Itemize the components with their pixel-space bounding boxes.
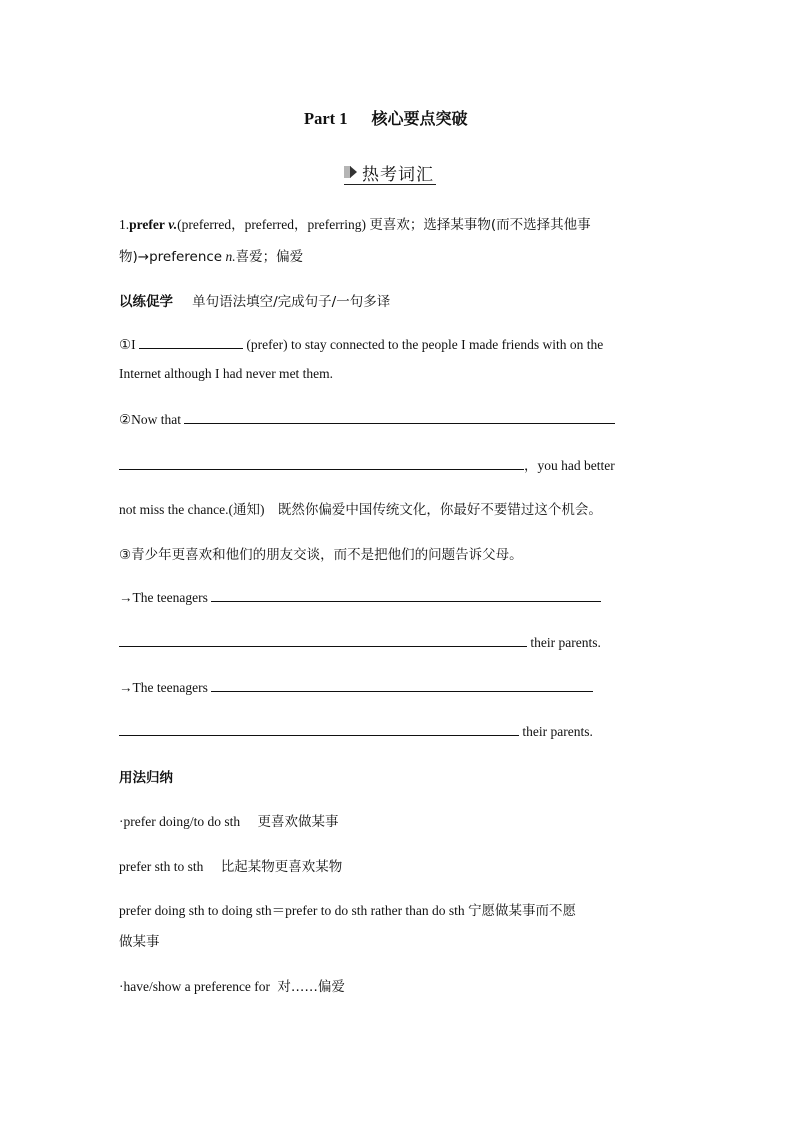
question-3-line-2 bbox=[119, 632, 601, 651]
part-title: 核心要点突破 bbox=[371, 109, 468, 128]
entry-pos: v. bbox=[168, 217, 178, 232]
usage-cn: 宁愿做某事而不愿 bbox=[468, 903, 577, 919]
question-2-line-3 bbox=[119, 498, 602, 518]
q1-start: ①I bbox=[119, 337, 136, 352]
q2-end: not miss the chance.(通知) bbox=[119, 502, 265, 517]
usage-cn: 比起某物更喜欢某物 bbox=[220, 859, 343, 875]
usage-item bbox=[119, 899, 576, 919]
q3-prompt: ③青少年更喜欢和他们的朋友交谈，而不是把他们的问题告诉父母。 bbox=[119, 547, 523, 563]
entry-line-1 bbox=[119, 213, 591, 233]
usage-cn: 更喜欢做某事 bbox=[257, 814, 339, 830]
section-arrow-icon bbox=[344, 165, 358, 179]
usage-cn: 对……偏爱 bbox=[277, 979, 345, 995]
practice-subtitle: 单句语法填空/完成句子/一句多译 bbox=[192, 294, 391, 310]
practice-title: 以练促学 bbox=[119, 294, 173, 310]
usage-cn-cont: 做某事 bbox=[119, 934, 160, 950]
q3-blank-4[interactable] bbox=[119, 721, 519, 736]
section-heading bbox=[344, 160, 436, 185]
question-3-line-4 bbox=[119, 721, 593, 740]
q3-blank-1[interactable] bbox=[211, 587, 601, 602]
q3-lead-2: →The teenagers bbox=[119, 680, 208, 695]
practice-heading bbox=[119, 290, 390, 310]
entry-meaning-cont: 物)→preference bbox=[119, 249, 223, 265]
usage-item-cont bbox=[119, 930, 160, 950]
usage-en: ·have/show a preference for bbox=[119, 979, 271, 994]
usage-item bbox=[119, 975, 345, 995]
entry-word: prefer bbox=[129, 217, 165, 232]
entry-forms: (preferred，preferred，preferring) bbox=[177, 217, 366, 232]
q2-start: ②Now that bbox=[119, 412, 181, 427]
question-2-line-2 bbox=[119, 454, 615, 474]
question-1-line-1 bbox=[119, 334, 603, 353]
entry-line-2 bbox=[119, 245, 303, 265]
question-3-prompt bbox=[119, 543, 523, 563]
q2-blank-1[interactable] bbox=[184, 409, 615, 424]
question-1-line-2 bbox=[119, 366, 333, 382]
usage-item bbox=[119, 855, 342, 875]
q2-translation: 既然你偏爱中国传统文化，你最好不要错过这个机会。 bbox=[277, 502, 602, 518]
q3-blank-2[interactable] bbox=[119, 632, 527, 647]
noun-meaning: 喜爱；偏爱 bbox=[235, 249, 304, 265]
q1-end: Internet although I had never met them. bbox=[119, 366, 334, 381]
q3-tail-1: their parents. bbox=[530, 635, 601, 650]
q2-mid: ，you had better bbox=[524, 458, 615, 473]
question-3-line-1 bbox=[119, 587, 601, 606]
section-title: 热考词汇 bbox=[362, 164, 434, 185]
usage-title: 用法归纳 bbox=[119, 770, 173, 786]
q3-blank-3[interactable] bbox=[211, 677, 593, 692]
usage-en: ·prefer doing/to do sth bbox=[119, 814, 241, 829]
q2-blank-2[interactable] bbox=[119, 455, 524, 470]
q3-lead-1: →The teenagers bbox=[119, 590, 208, 605]
part-label: Part 1 bbox=[304, 109, 348, 128]
q1-blank[interactable] bbox=[139, 334, 243, 349]
question-3-line-3 bbox=[119, 677, 593, 696]
q3-tail-2: their parents. bbox=[522, 724, 593, 739]
question-2-line-1 bbox=[119, 409, 615, 428]
usage-en: prefer sth to sth bbox=[119, 859, 204, 874]
entry-meaning: 更喜欢；选择某事物(而不选择其他事 bbox=[369, 217, 591, 233]
usage-item bbox=[119, 810, 338, 830]
entry-number: 1. bbox=[119, 217, 130, 232]
noun-pos: n. bbox=[225, 249, 236, 264]
part-heading bbox=[304, 106, 468, 129]
q1-rest: (prefer) to stay connected to the people I made friends with on the bbox=[246, 337, 604, 352]
usage-heading bbox=[119, 766, 173, 786]
usage-en: prefer doing sth to doing sth＝prefer to do sth rather than do sth bbox=[119, 903, 465, 918]
